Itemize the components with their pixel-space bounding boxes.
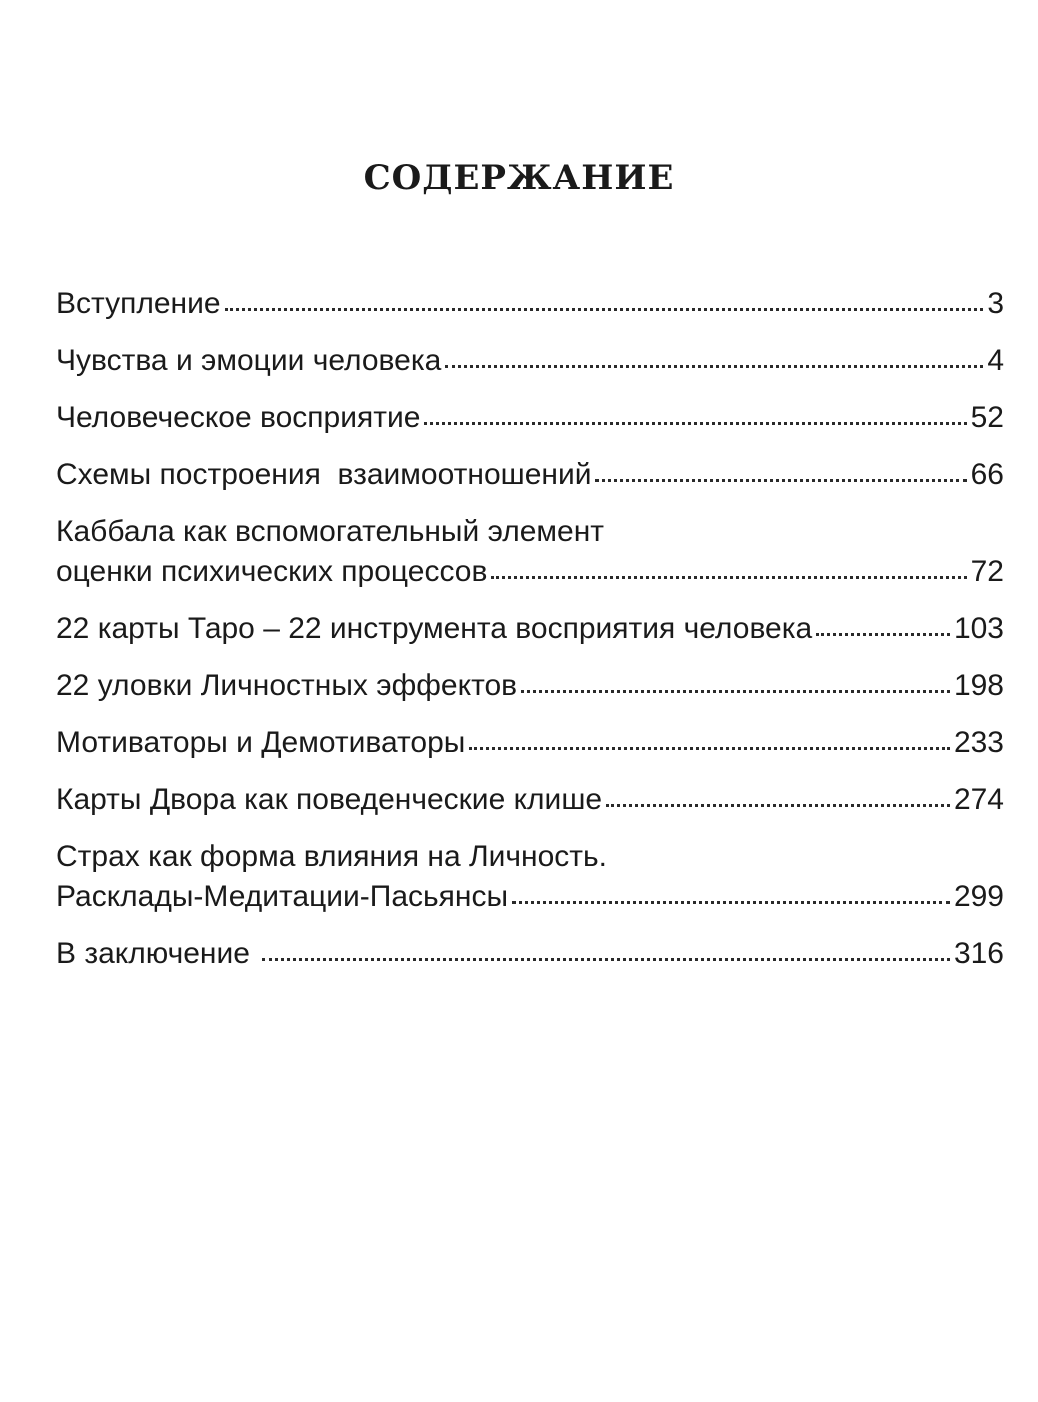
toc-entry-row: [56, 609, 1004, 649]
toc-page-number: 3: [987, 287, 1004, 320]
toc-entry-lead: Каббала как вспомогательный элемент: [56, 515, 605, 548]
page-title: СОДЕРЖАНИЕ: [363, 158, 675, 198]
toc-entry-label: Мотиваторы и Демотиваторы: [56, 726, 466, 759]
toc-entry-label: Карты Двора как поведенческие клише: [56, 783, 603, 816]
dot-leader: [225, 308, 984, 311]
toc-entry[interactable]: [56, 512, 1004, 592]
toc-entry-row: [56, 666, 1004, 706]
toc-entry-row: [56, 723, 1004, 763]
toc-entry-label: Чувства и эмоции человека: [56, 344, 442, 377]
toc-entry-row: [56, 455, 1004, 495]
dot-leader: [491, 576, 966, 579]
dot-leader: [469, 747, 950, 750]
toc-entry-row: [56, 284, 1004, 324]
toc-entry-row: [56, 934, 1004, 974]
dot-leader: [816, 633, 950, 636]
toc-entry-label: оценки психических процессов: [56, 555, 488, 588]
toc-entry[interactable]: [56, 398, 1004, 438]
toc-page-number: 66: [970, 458, 1004, 491]
toc-page-number: 72: [970, 555, 1004, 588]
table-of-contents: [56, 284, 1004, 991]
dot-leader: [606, 804, 950, 807]
toc-entry[interactable]: [56, 609, 1004, 649]
toc-page-number: 233: [953, 726, 1004, 759]
dot-leader: [521, 690, 950, 693]
toc-entry-row: [56, 552, 1004, 592]
toc-entry-label: Вступление: [56, 287, 221, 320]
toc-entry-label: 22 карты Таро – 22 инструмента восприятия человека: [56, 612, 813, 645]
dot-leader: [262, 958, 950, 961]
toc-entry-label: Расклады-Медитации-Пасьянсы: [56, 880, 509, 913]
dot-leader: [445, 365, 983, 368]
dot-leader: [424, 422, 966, 425]
toc-entry[interactable]: [56, 284, 1004, 324]
toc-page-number: 103: [953, 612, 1004, 645]
toc-entry-lead: Страх как форма влияния на Личность.: [56, 840, 608, 873]
toc-entry-label: Человеческое восприятие: [56, 401, 421, 434]
dot-leader: [512, 901, 950, 904]
dot-leader: [595, 479, 966, 482]
toc-page-number: 4: [987, 344, 1004, 377]
toc-entry[interactable]: [56, 455, 1004, 495]
toc-entry[interactable]: [56, 780, 1004, 820]
toc-entry-row: [56, 341, 1004, 381]
toc-entry-row: [56, 398, 1004, 438]
toc-entry[interactable]: [56, 341, 1004, 381]
toc-entry[interactable]: [56, 666, 1004, 706]
toc-page-number: 316: [953, 937, 1004, 970]
toc-entry-row: [56, 877, 1004, 917]
toc-entry-label: В заключение: [56, 937, 259, 970]
toc-page-number: 274: [953, 783, 1004, 816]
toc-entry[interactable]: [56, 934, 1004, 974]
toc-page-number: 198: [953, 669, 1004, 702]
toc-entry[interactable]: [56, 723, 1004, 763]
toc-entry[interactable]: [56, 837, 1004, 917]
toc-entry-row: [56, 780, 1004, 820]
toc-entry-label: Схемы построения взаимоотношений: [56, 458, 592, 491]
toc-entry-label: 22 уловки Личностных эффектов: [56, 669, 518, 702]
toc-page-number: 52: [970, 401, 1004, 434]
toc-page-number: 299: [953, 880, 1004, 913]
